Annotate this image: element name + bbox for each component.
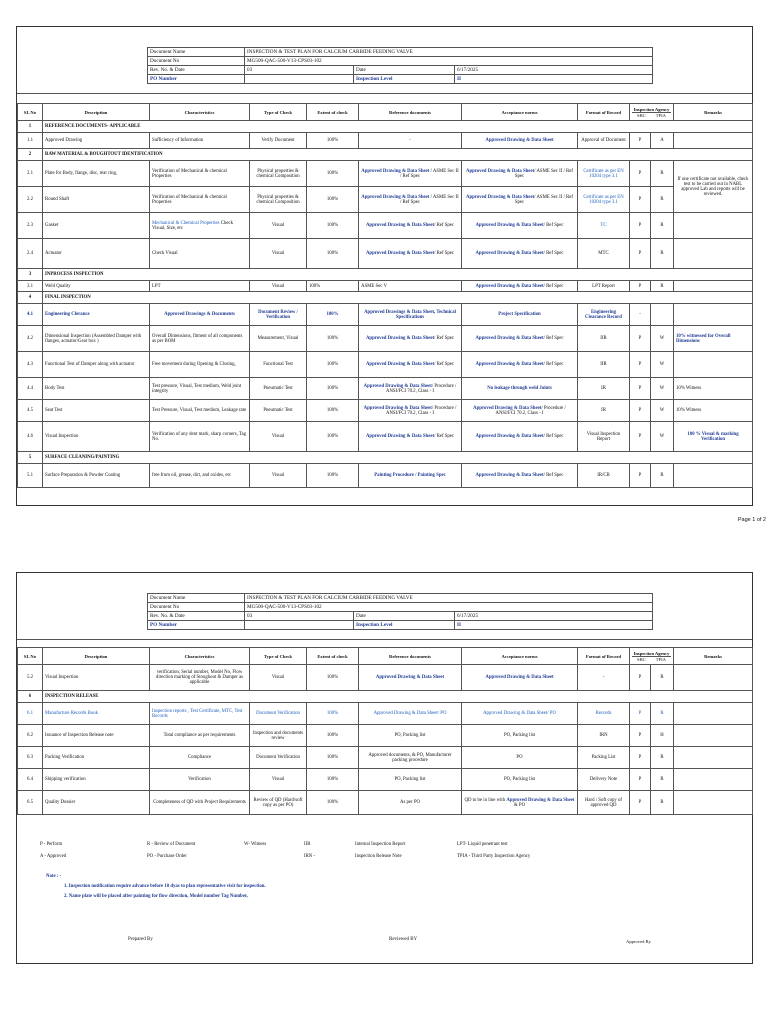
table-row: 4.3 Functional Test of Damper along with actuator Free movement during Opening & Closing, Functional Test 100% Approved Drawing & Data Sheet/ Ref Spec Approved Drawing & Data Sheet/ Ref Spec IIR P W — [18, 352, 753, 378]
col-extent: Extent of check — [307, 648, 359, 665]
itp-table-1 — [17, 103, 753, 488]
col-remarks: Remarks — [674, 648, 753, 665]
legend-a: A - Approved — [40, 854, 67, 859]
table-row: 1.1 Approved Drawing Sufficiency of Information Verify Document 100% - Approved Drawing & Data Sheet Approval of Document P A — [18, 133, 753, 149]
doc-name-label: Document Name — [148, 48, 245, 57]
po-label: PO Number — [148, 75, 245, 84]
table-row: 6.1 Manufacture Records Book Inspection reports , Test Certificate, MTC, Test Records Document Verification 100% Approved Drawing & Data Sheet/ PO Approved Drawing & Data Sheet/ PO Records P R — [18, 703, 753, 725]
date-value: 6/17/2025 — [455, 612, 653, 621]
divider — [17, 93, 752, 94]
approved-by: Approved By — [626, 939, 651, 944]
legend-p: P - Perform — [40, 842, 63, 847]
itp-page-2 — [16, 572, 753, 964]
table-row: 4.2 Dimensional Inspection (Assembled Damper with flanges, actuator/Gear box ) Overall Dimensions, fitment of all components as per BOM Measurement, Visual 100% Approved Drawing & Data Sheet/ Ref Spec Approved Drawing & Data Sheet/ Ref Spec IIR P W 10% witnessed for Overall Dimensions — [18, 326, 753, 352]
table-row: 2.2 Round Shaft Verification of Mechanical & chemical Properties Physical properties & chemical Composition 100% Approved Drawing & Data Sheet / ASME Sec II / Ref Spec Approved Drawing & Data Sheet/ ASME Sec II / Ref Spec Certificate as per EN 10204 type 3.1 P R — [18, 187, 753, 213]
table-row: 4.1 Engineering Clerance Approved Drawings & Documents Document Review / Verification 100% Approved Drawings & Data Sheet, Technical Specifications Project Specification Engineering Clearance Record - — [18, 304, 753, 326]
legend-iir: IIR — [304, 842, 311, 847]
itp-page-1 — [16, 26, 753, 506]
doc-no-label: Document No — [148, 57, 245, 66]
table-row: 6.3 Packing Verification Compliance Document Verification 100% Approved documents, & PO, Manufacturer packing procedure PO Packing List P R — [18, 747, 753, 769]
notes — [46, 874, 266, 904]
col-desc: Description — [43, 648, 150, 665]
col-ref: Reference documents — [359, 648, 462, 665]
insp-level-value: II — [455, 75, 653, 84]
po-value — [245, 621, 354, 630]
col-extent: Extent of check — [307, 104, 359, 121]
legend-irn: IRN - — [304, 854, 316, 859]
table-row: 2.1 Plate for Body, flange, disc, rear ring, Verification of Mechanical & chemical Properties Physical properties & chemical Composition 100% Approved Drawing & Data Sheet / ASME Sec II / Ref Spec Approved Drawing & Data Sheet/ ASME Sec II / Ref Spec Certificate as per EN 10204 type 3.1 P R If one certificate not available, check test to be carried out in NABL approved Lab and reports will be reviewed. — [18, 161, 753, 187]
col-ref: Reference documents — [359, 104, 462, 121]
legend-iir-text: Internal Inspection Report — [355, 842, 406, 847]
table-row: 4.5 Seat Test Test Pressure, Visual, Test medium, Leakage rate Pneumatic Test 100% Approved Drawing & Data Sheet/ Procedure / ANSI/FCI 70.2, Class - I Approved Drawing & Data Sheet/ Procedure / ANSI/FCI 70.2, Class - I IR P W 10% Witness — [18, 400, 753, 422]
divider — [17, 639, 752, 640]
legend-tpia: TPIA - Third Party Inspection Agency — [457, 854, 531, 859]
col-format: Format of Record — [578, 104, 630, 121]
legend-lpt: LPT- Liquid penetrant test — [457, 842, 508, 847]
col-char: Characteristics — [150, 648, 250, 665]
col-agency: Inspection Agency SBC TPIA — [630, 648, 674, 665]
date-label: Date — [354, 612, 455, 621]
rev-value: 03 — [245, 612, 354, 621]
col-type: Type of Check — [250, 104, 307, 121]
table-row: 2.4 Actuator Check Visual Visual 100% Approved Drawing & Data Sheet/ Ref Spec Approved Drawing & Data Sheet/ Ref Spec MTC P R — [18, 239, 753, 269]
header-row — [18, 648, 753, 665]
doc-name-label: Document Name — [148, 594, 245, 603]
doc-name: INSPECTION & TEST PLAN FOR CALCIUM CARBIDE FEEDING VALVE — [245, 594, 653, 603]
col-remarks: Remarks — [674, 104, 753, 121]
insp-level-label: Inspection Level — [354, 75, 455, 84]
col-agency: Inspection Agency SBC TPIA — [630, 104, 674, 121]
table-row: 6.2 Issuance of Inspection Release note Total compliance as per requirements Inspection and documents review 100% PO, Packing list PO, Packing list IRN P H — [18, 725, 753, 747]
col-sl: SL No — [18, 648, 43, 665]
legend-w: W- Witness — [244, 842, 267, 847]
document-header — [147, 593, 653, 630]
col-desc: Description — [43, 104, 150, 121]
rev-label: Rev. No. & Date — [148, 66, 245, 75]
prepared-by: Prepared By — [128, 937, 153, 942]
col-format: Format of Record — [578, 648, 630, 665]
section-row: 6 INSPECTION RELEASE — [18, 691, 753, 703]
note-2: 2. Name plate will be placed after painting for flow direction, Model number Tag Number, — [64, 894, 248, 899]
po-value — [245, 75, 354, 84]
section-row: 5 SURFACE CLEANING/PAINTING — [18, 452, 753, 464]
section-row: 2 RAW MATERIAL & BOUGHTOUT IDENTIFICATION — [18, 149, 753, 161]
reviewed-by: Reviewed BY — [389, 937, 418, 942]
doc-no: MG500-QAC-500-V13-CPS03-102 — [245, 603, 653, 612]
rev-value: 03 — [245, 66, 354, 75]
col-accept: Acceptance norms — [462, 104, 578, 121]
rev-label: Rev. No. & Date — [148, 612, 245, 621]
doc-no-label: Document No — [148, 603, 245, 612]
col-sl: SL No — [18, 104, 43, 121]
table-row: 3.1 Weld Quality LPT Visual 100% ASME Sec V Approved Drawing & Data Sheet/ Ref Spec LPT Report P R — [18, 281, 753, 292]
table-row: 5.2 Visual Inspection verification, Serial number, Model No, Flow direction marking of Stoughout & Damper as applicable Visual 100% Approved Drawing & Data Sheet Approved Drawing & Data Sheet - P R — [18, 665, 753, 691]
section-row: 1 REFERENCE DOCUMENTS- APPLICABLE — [18, 121, 753, 133]
date-value: 6/17/2025 — [455, 66, 653, 75]
col-accept: Acceptance norms — [462, 648, 578, 665]
page-number: Page 1 of 2 — [737, 517, 766, 523]
section-row: 3 INPROCESS INSPECTION — [18, 269, 753, 281]
doc-no: MG500-QAC-500-V13-CPS03-102 — [245, 57, 653, 66]
insp-level-label: Inspection Level — [354, 621, 455, 630]
insp-level-value: II — [455, 621, 653, 630]
col-type: Type of Check — [250, 648, 307, 665]
header-row — [18, 104, 753, 121]
legend-r: R - Review of Document — [147, 842, 196, 847]
date-label: Date — [354, 66, 455, 75]
document-header — [147, 47, 653, 84]
col-char: Characteristics — [150, 104, 250, 121]
doc-name: INSPECTION & TEST PLAN FOR CALCIUM CARBIDE FEEDING VALVE — [245, 48, 653, 57]
table-row: 6.5 Quality Dossier Completeness of QD with Project Requirements Review of QD (Hard/soft copy as per PO) 100% As per PO QD to be in line with Approved Drawing & Data Sheet & PO Hard / Soft copy of approved QD P R — [18, 791, 753, 815]
legend-po: PO - Purchase Order — [147, 854, 187, 859]
table-row: 6.4 Shipping verification Verification Visual 100% PO, Packing list PO, Packing list Delivery Note P R — [18, 769, 753, 791]
note-1: 1. Inspection notification require advance before 10 dyas to plan representative visit for inspection. — [64, 884, 266, 889]
legend-irn-text: Inspection Release Note — [355, 854, 402, 859]
itp-table-2 — [17, 647, 753, 815]
table-row: 4.4 Body Test Test pressure, Visual, Test medium, Weld joint integrity Pneumatic Test 100% Approved Drawing & Data Sheet/ Procedure / ANSI/FCI 70.2, Class - I No leakage through weld Joints IR P W 10% Witness — [18, 378, 753, 400]
section-row: 4 FINAL INSPECTION — [18, 292, 753, 304]
table-row: 2.3 Gasket Mechanical & Chemical Properties Check Visual, Size, etc Visual 100% Approved Drawing & Data Sheet/ Ref Spec Approved Drawing & Data Sheet/ Ref Spec TC P R — [18, 213, 753, 239]
table-row: 4.6 Visual Inspection Verification of any dent mark, sharp corners, Tag No. Visual 100% Approved Drawing & Data Sheet/ Ref Spec Approved Drawing & Data Sheet/ Ref Spec Visual Inspection Report P W 100 % Visual & marking Verification — [18, 422, 753, 452]
po-label: PO Number — [148, 621, 245, 630]
notes-title: Note : - — [46, 874, 62, 879]
table-row: 5.1 Surface Preparation & Powder Coating free from oil, grease, dirt, and oxides, etc Visual 100% Painting Procedure / Painting Spec Approved Drawing & Data Sheet/ Ref Spec IR/CR P R — [18, 464, 753, 488]
